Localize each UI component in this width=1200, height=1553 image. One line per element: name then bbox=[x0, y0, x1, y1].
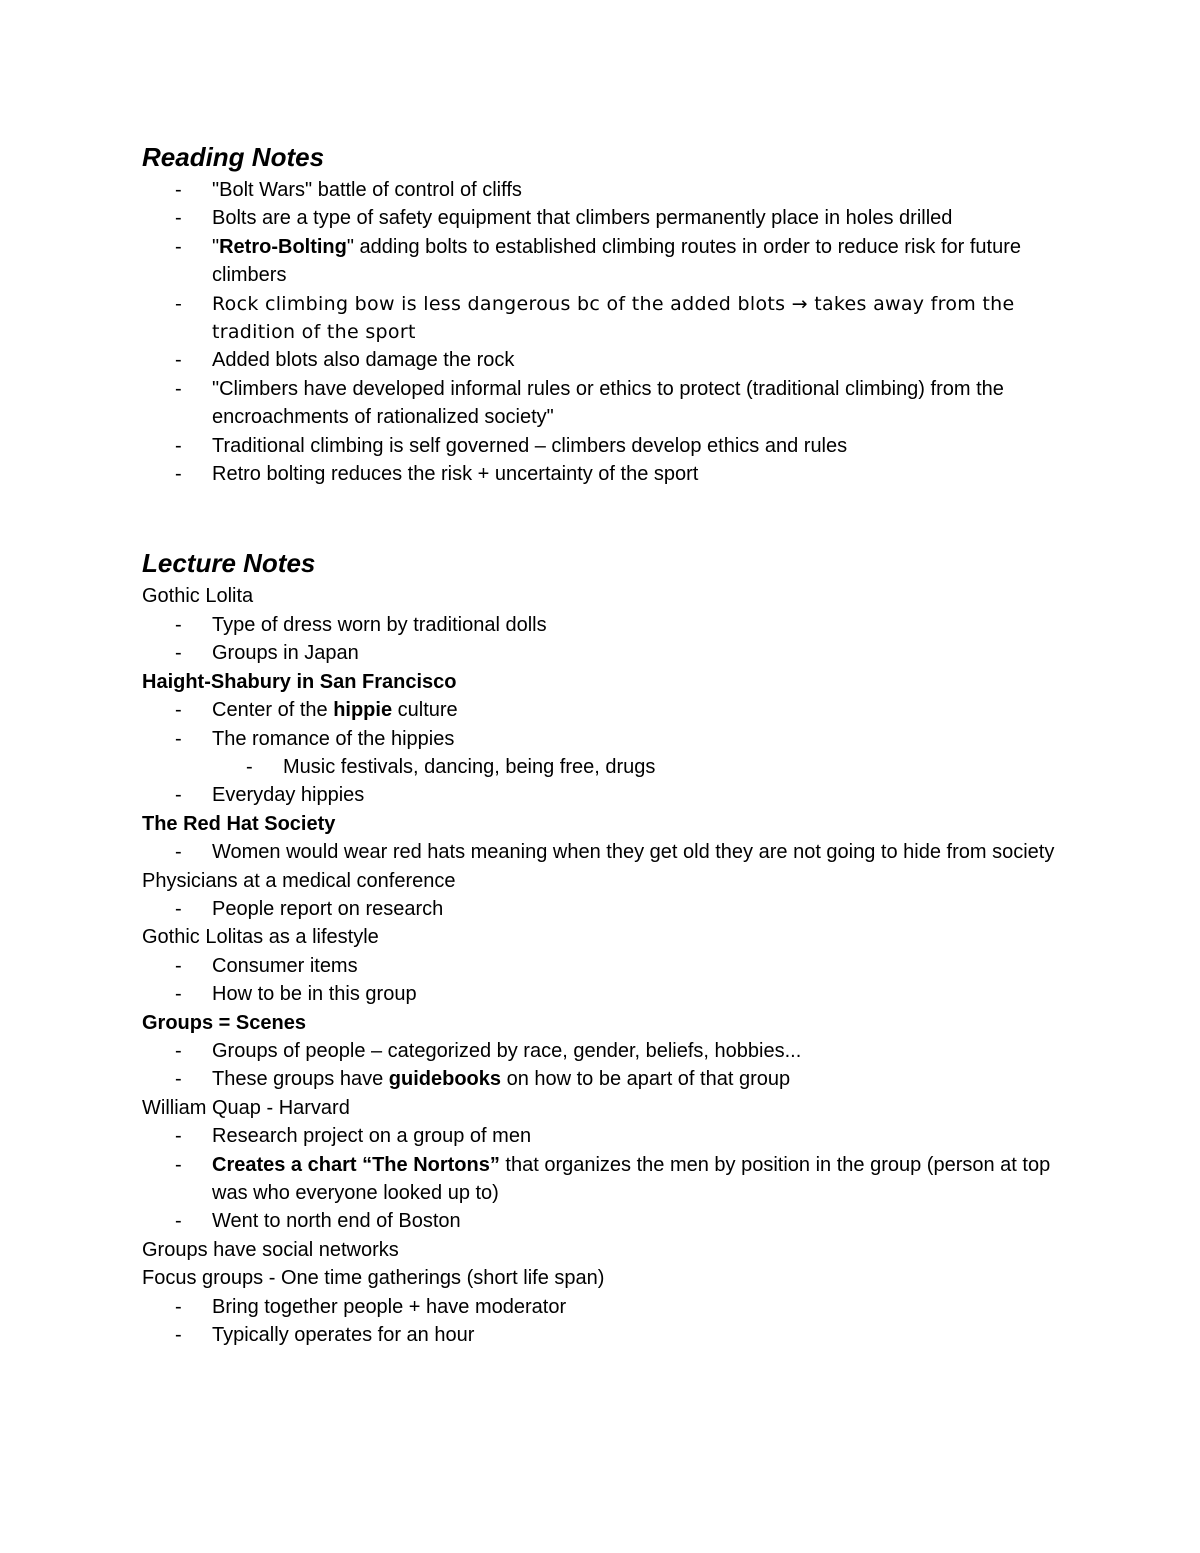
list-item-text: Traditional climbing is self governed – climbers develop ethics and rules bbox=[212, 434, 848, 457]
list-item bbox=[142, 611, 1072, 639]
list-item-text-prefix: These groups have bbox=[212, 1068, 389, 1091]
topic-heading-william-quap: William Quap - Harvard bbox=[142, 1096, 350, 1119]
list-item bbox=[142, 233, 1072, 290]
list-item bbox=[142, 952, 1072, 980]
bullet-dash: - bbox=[175, 179, 182, 201]
topic-heading-gothic-lolitas-lifestyle: Gothic Lolitas as a lifestyle bbox=[142, 926, 379, 949]
topic-heading-focus-groups: Focus groups - One time gatherings (short life span) bbox=[142, 1267, 605, 1290]
bullet-dash: - bbox=[175, 897, 182, 920]
topic-heading-social-networks: Groups have social networks bbox=[142, 1238, 399, 1261]
list-item bbox=[142, 1293, 1072, 1321]
list-item bbox=[142, 460, 1072, 488]
bullet-dash: - bbox=[175, 235, 182, 258]
topic-heading-gothic-lolita: Gothic Lolita bbox=[142, 585, 254, 608]
list-item-text: The romance of the hippies bbox=[212, 727, 455, 750]
lecture-notes-title: Lecture Notes bbox=[142, 548, 316, 579]
list-item bbox=[142, 432, 1072, 460]
reading-notes-title: Reading Notes bbox=[142, 142, 325, 172]
list-item bbox=[142, 696, 1072, 724]
list-item bbox=[142, 725, 1072, 753]
guidebooks-term: guidebooks bbox=[388, 1068, 502, 1091]
sub-list-item bbox=[142, 753, 1072, 781]
list-item-text: Women would wear red hats meaning when they get old they are not going to hide from society bbox=[212, 841, 1055, 864]
list-item bbox=[142, 980, 1072, 1008]
bullet-dash: - bbox=[175, 1125, 182, 1148]
bullet-dash: - bbox=[175, 349, 182, 372]
bullet-dash: - bbox=[175, 642, 182, 665]
topic-heading-haight-shabury: Haight-Shabury in San Francisco bbox=[142, 670, 457, 693]
topic-heading-red-hat-society: The Red Hat Society bbox=[142, 812, 336, 835]
bullet-dash: - bbox=[175, 699, 182, 722]
list-item-text: Music festivals, dancing, being free, drugs bbox=[283, 755, 656, 778]
bullet-dash: - bbox=[175, 1324, 182, 1347]
list-item-text: Typically operates for an hour bbox=[212, 1324, 475, 1347]
list-item bbox=[142, 290, 1072, 347]
bullet-dash: - bbox=[175, 207, 182, 230]
bullet-dash: - bbox=[175, 377, 182, 400]
bullet-dash: - bbox=[175, 1210, 182, 1233]
list-item bbox=[142, 895, 1072, 923]
topic-heading-physicians: Physicians at a medical conference bbox=[142, 869, 456, 892]
list-item-text: Added blots also damage the rock bbox=[212, 349, 515, 372]
list-item-text: "Climbers have developed informal rules or ethics to protect (traditional climbing) from the encroachments of rationalized society" bbox=[212, 377, 1004, 429]
list-item-text: Went to north end of Boston bbox=[212, 1210, 461, 1233]
document-page bbox=[142, 138, 1072, 1349]
bullet-dash: - bbox=[175, 292, 183, 315]
bullet-dash: - bbox=[175, 954, 182, 977]
list-item-text: "Bolt Wars" battle of control of cliffs bbox=[212, 179, 522, 201]
list-item-text-suffix: on how to be apart of that group bbox=[501, 1068, 791, 1091]
list-item bbox=[142, 1065, 1072, 1093]
list-item-text-suffix: culture bbox=[392, 699, 458, 722]
list-item-text: Everyday hippies bbox=[212, 784, 365, 807]
list-item-text: Bring together people + have moderator bbox=[212, 1295, 567, 1318]
list-item-text-suffix: that organizes the men by position in the group (person at top was who everyone looked up to) bbox=[212, 1153, 1051, 1204]
list-item bbox=[142, 346, 1072, 374]
list-item bbox=[142, 375, 1072, 432]
bullet-dash: - bbox=[175, 1039, 182, 1062]
bullet-dash: - bbox=[175, 841, 182, 864]
bullet-dash: - bbox=[175, 1153, 182, 1176]
bullet-dash: - bbox=[175, 463, 182, 486]
list-item-text: Bolts are a type of safety equipment that climbers permanently place in holes drilled bbox=[212, 207, 953, 230]
retro-bolting-term: Retro-Bolting bbox=[219, 235, 347, 258]
list-item bbox=[142, 176, 1072, 204]
list-item-text: How to be in this group bbox=[212, 983, 417, 1006]
nortons-chart-term: Creates a chart “The Nortons” bbox=[212, 1153, 500, 1176]
list-item-text: Groups of people – categorized by race, gender, beliefs, hobbies... bbox=[212, 1039, 802, 1062]
bullet-dash: - bbox=[175, 1068, 182, 1091]
list-item bbox=[142, 639, 1072, 667]
list-item bbox=[142, 781, 1072, 809]
list-item-text-suffix: " adding bolts to established climbing routes in order to reduce risk for future climbers bbox=[212, 235, 1021, 287]
list-item bbox=[142, 1037, 1072, 1065]
list-item bbox=[142, 1151, 1072, 1208]
list-item-text: Groups in Japan bbox=[212, 642, 359, 665]
list-item-text: Consumer items bbox=[212, 954, 358, 977]
list-item bbox=[142, 204, 1072, 232]
bullet-dash: - bbox=[175, 434, 182, 457]
hippie-term: hippie bbox=[333, 699, 393, 722]
list-item-text: Type of dress worn by traditional dolls bbox=[212, 613, 547, 636]
list-item-text: Retro bolting reduces the risk + uncertainty of the sport bbox=[212, 463, 699, 486]
list-item-text-prefix: Center of the bbox=[212, 699, 334, 722]
bullet-dash: - bbox=[175, 983, 182, 1006]
list-item bbox=[142, 838, 1072, 866]
list-item bbox=[142, 1207, 1072, 1235]
list-item-text: Rock climbing bow is less dangerous bc of the added blots → takes away from the tradition of the sport bbox=[212, 292, 1015, 344]
list-item-text: Research project on a group of men bbox=[212, 1125, 532, 1148]
bullet-dash: - bbox=[175, 613, 182, 636]
bullet-dash: - bbox=[175, 727, 182, 750]
bullet-dash: - bbox=[175, 1295, 182, 1318]
list-item-text-prefix: " bbox=[212, 235, 220, 258]
list-item bbox=[142, 1321, 1072, 1349]
bullet-dash: - bbox=[175, 784, 182, 807]
section-spacer bbox=[142, 488, 1072, 544]
list-item bbox=[142, 1122, 1072, 1150]
bullet-dash: - bbox=[246, 755, 253, 778]
topic-heading-groups-scenes: Groups = Scenes bbox=[142, 1011, 306, 1034]
list-item-text: People report on research bbox=[212, 897, 444, 920]
